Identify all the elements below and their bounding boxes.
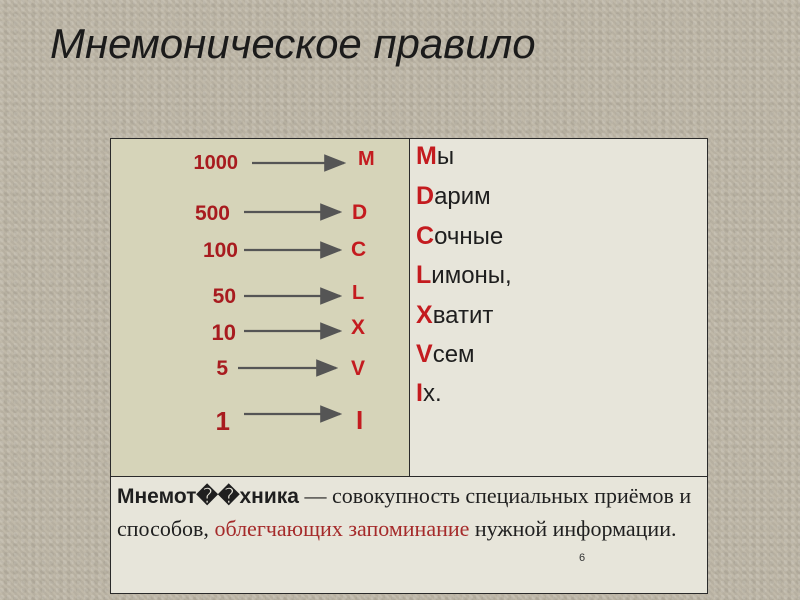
letter-i: I [356,405,364,435]
definition-part1: — совокупность специальных приёмов и способов, [117,483,692,541]
word-rest: ватит [432,302,494,329]
letter-m: M [358,148,375,170]
number-100: 100 [202,239,238,262]
word-rest: ы [436,143,455,170]
word-capital: D [416,182,435,210]
definition-accent-1: облегчающих [214,516,343,541]
number-5: 5 [216,357,228,380]
letter-v: V [351,357,366,380]
number-500: 500 [194,202,230,225]
mnemonic-word-7 [416,379,442,408]
mnemonic-word-3 [416,222,503,251]
word-rest: очные [434,223,504,250]
word-capital: С [416,222,435,250]
word-capital: L [416,261,432,289]
word-capital: I [416,379,423,407]
mnemonic-word-2 [416,182,491,211]
mnemonic-word-1 [416,142,454,171]
mnemonic-word-5 [416,301,493,330]
word-rest: х. [422,380,442,407]
number-1: 1 [215,406,230,436]
mnemonic-word-6 [416,340,475,369]
letter-x: X [351,316,366,339]
definition-accent-2: запоминание [348,516,470,541]
letter-l: L [352,282,365,304]
definition-term: Мнемот��хника [117,485,299,508]
letter-d: D [352,201,368,224]
number-1000: 1000 [193,152,238,174]
word-capital: V [416,340,433,368]
word-rest: имоны, [431,262,512,289]
word-capital: Х [416,301,433,329]
letter-c: C [351,238,367,261]
page-number: 6 [579,552,586,564]
word-rest: арим [434,183,491,210]
number-10: 10 [211,320,236,345]
mnemonic-word-4 [416,261,512,290]
word-capital: М [416,142,437,170]
word-rest: сем [432,341,475,368]
definition-text [117,480,697,545]
definition-part2: нужной информации. [469,516,677,541]
number-50: 50 [212,285,236,308]
slide-title: Мнемоническое правило [50,20,536,67]
